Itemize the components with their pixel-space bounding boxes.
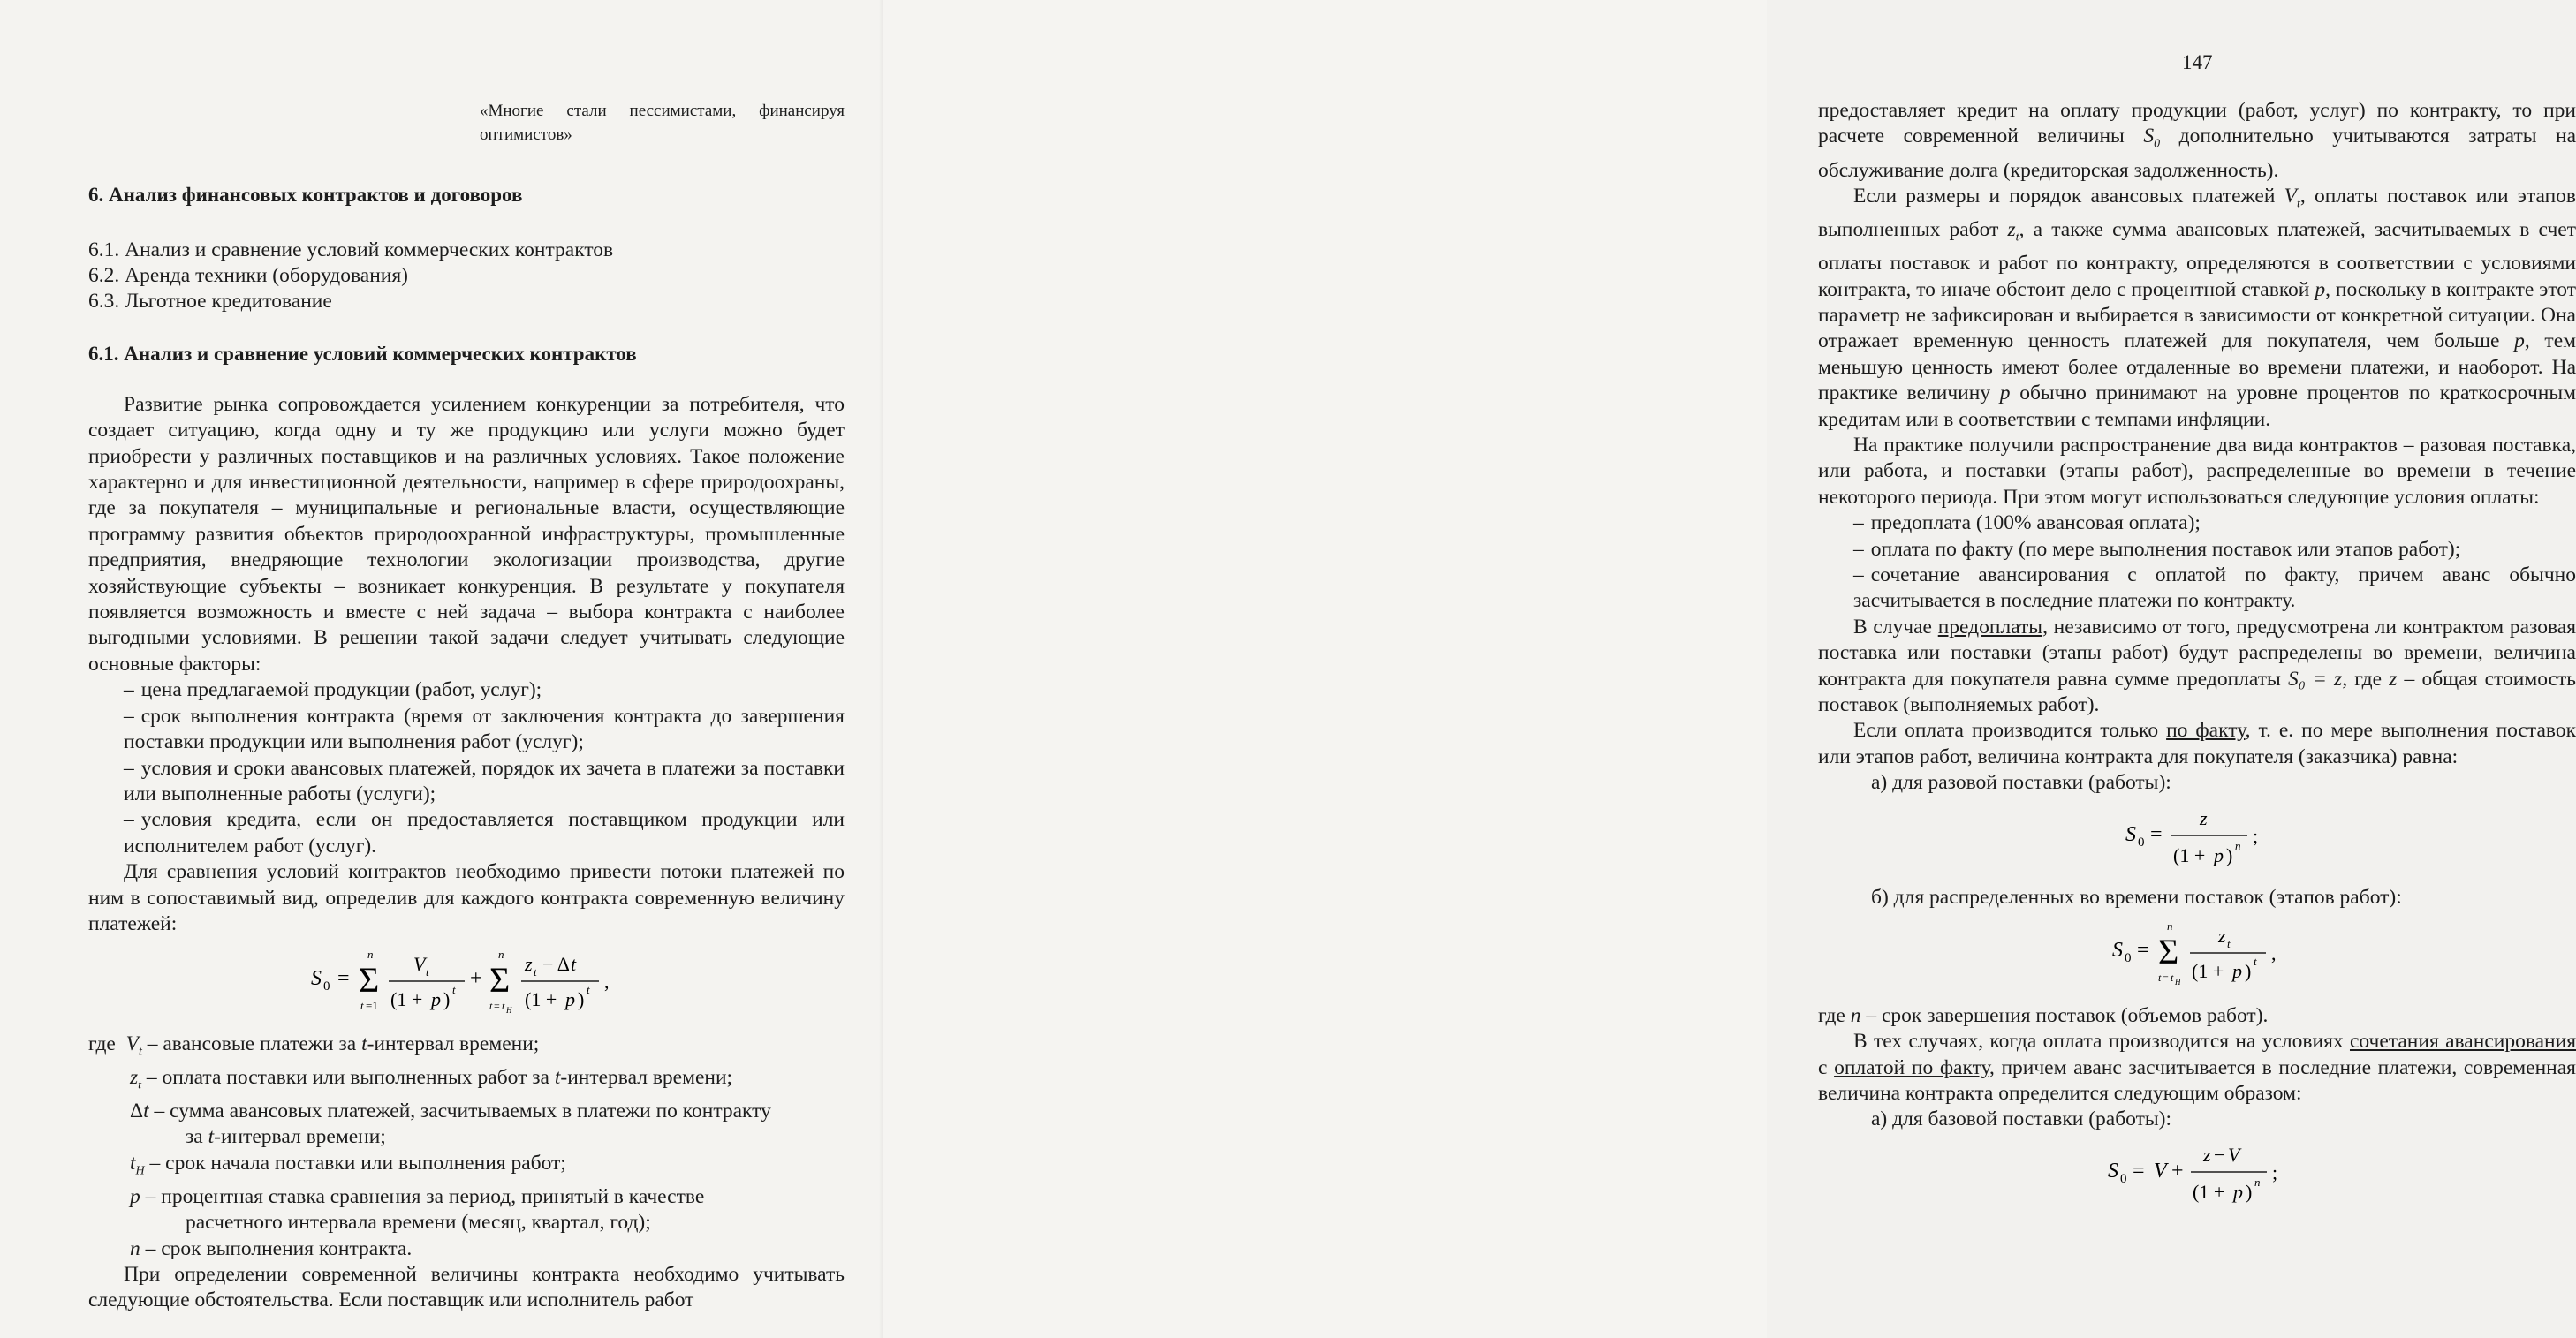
svg-text:Σ: Σ <box>489 960 511 1001</box>
svg-text:n: n <box>2235 838 2241 852</box>
epigraph: «Многие стали пессимистами, финансируя оптимистов» <box>480 102 845 144</box>
definition-p-continued: расчетного интервала времени (месяц, квартал, год); <box>186 1211 651 1235</box>
svg-text:): ) <box>578 988 585 1011</box>
svg-text:,: , <box>604 971 610 994</box>
definition-zt: $z_t$ – оплата поставки или выполненных работ за t-интервал времени; <box>130 1065 733 1092</box>
table-of-contents <box>88 238 845 314</box>
svg-text:z: z <box>2218 925 2226 948</box>
case-label: а) для разовой поставки (работы): <box>1871 771 2171 795</box>
svg-text:=: = <box>2150 822 2163 846</box>
svg-text:(1 +: (1 + <box>525 988 557 1011</box>
list-item: – сочетание авансирования с оплатой по факту, причем аванс обычно засчитывается в последние платежи по контракту. <box>1853 563 2576 613</box>
definition-n: n – срок выполнения контракта. <box>130 1236 413 1260</box>
svg-text:t: t <box>489 1000 493 1013</box>
left-column <box>88 99 845 1314</box>
definition-delta-t: Δt – сумма авансовых платежей, засчитываемых в платежи по контракту <box>130 1099 771 1123</box>
svg-text:H: H <box>506 1006 512 1016</box>
definition-vt: где $V_t$ – авансовые платежи за t-интервал времени; <box>88 1032 540 1059</box>
svg-text:H: H <box>2175 978 2181 987</box>
chapter-title: 6. Анализ финансовых контрактов и договоров <box>88 184 523 206</box>
svg-text:(1 +: (1 + <box>2192 960 2224 983</box>
svg-text:V: V <box>2154 1159 2167 1183</box>
svg-text:;: ; <box>2253 824 2259 847</box>
definition-delta-t-continued: за t-интервал времени; <box>186 1125 386 1149</box>
svg-text:S: S <box>2125 822 2136 846</box>
toc-item: 6.2. Аренда техники (оборудования) <box>88 264 408 288</box>
formula-distributed-delivery <box>1818 916 2576 997</box>
svg-text:=: = <box>337 967 350 991</box>
svg-text:t: t <box>571 953 577 976</box>
paragraph: В тех случаях, когда оплата производится на условиях сочетания авансирования с оплатой по факту, причем аванс засчитывается в последние платежи, современная величина контракта определится следующим образом: <box>1818 1030 2576 1106</box>
svg-text:p: p <box>2233 1180 2243 1203</box>
svg-text:z: z <box>2203 1143 2211 1166</box>
svg-text:p: p <box>2214 843 2224 866</box>
paragraph: Развитие рынка сопровождается усилением конкуренции за потребителя, что создает ситуацию, когда одну и ту же продукцию или услуги можно будет приобрести у различных поставщиков и на различных условиях. Такое положение характерно и для инвестиционной деятельности, например в сфере природоохраны, где за покупателя – муниципальные и региональные власти, осуществляющие программу развития объектов природоохранной инфраструктуры, промышленные предприятия, внедряющие технологии экологизации производства, другие хозяйствующие субъекты – возникает конкуренция. В результате у покупателя появляется возможность и вместе с ней задача – выбора контракта с наиболее выгодными условиями. В решении такой задачи следует учитывать следующие основные факторы: <box>88 392 845 676</box>
svg-text:): ) <box>2246 1180 2253 1203</box>
svg-text:t: t <box>2254 955 2257 969</box>
svg-text:S: S <box>2112 939 2123 963</box>
svg-text:): ) <box>2226 843 2233 866</box>
svg-text:0: 0 <box>323 979 330 994</box>
paragraph: При определении современной величины контракта необходимо учитывать следующие обстоятельства. Если поставщик или исполнитель работ <box>88 1263 845 1312</box>
svg-text:t: t <box>360 999 364 1013</box>
svg-text:=1: =1 <box>366 999 378 1013</box>
paragraph: Для сравнения условий контрактов необходимо привести потоки платежей по ним в сопоставимый вид, определив для каждого контракта современную величину платежей: <box>88 860 845 935</box>
svg-text:t: t <box>452 983 456 997</box>
definition-n: где n – срок завершения поставок (объемов работ). <box>1818 1003 2269 1027</box>
svg-text:− Δ: − Δ <box>542 953 570 976</box>
paragraph: Если оплата производится только по факту, т. е. по мере выполнения поставок или этапов работ, величина контракта для покупателя (заказчика) равна: <box>1818 719 2576 768</box>
svg-text:n: n <box>498 948 504 962</box>
svg-text:p: p <box>431 988 441 1011</box>
svg-text:(1 +: (1 + <box>2193 1180 2225 1203</box>
list-item: – условия кредита, если он предоставляется поставщиком продукции или исполнителем работ (услуг). <box>124 808 845 858</box>
svg-text:+: + <box>2171 1159 2184 1183</box>
right-page <box>883 0 2576 1338</box>
svg-text:,: , <box>2271 942 2277 965</box>
svg-text:=: = <box>2163 971 2169 985</box>
paragraph: предоставляет кредит на оплату продукции (работ, услуг) по контракту, то при расчете современной величины $S_0$ дополнительно учитываются затраты на обслуживание долга (кредиторская задолженность). <box>1818 99 2576 182</box>
svg-text:Σ: Σ <box>359 960 380 1001</box>
definition-p: p – процентная ставка сравнения за период, принятый в качестве <box>130 1184 705 1208</box>
formula-combined-advance <box>1818 1138 2576 1216</box>
svg-text:t: t <box>2158 971 2162 985</box>
svg-text:t: t <box>502 1000 505 1013</box>
svg-text:p: p <box>565 988 575 1011</box>
section-title: 6.1. Анализ и сравнение условий коммерческих контрактов <box>88 343 637 366</box>
svg-text:p: p <box>2232 960 2242 983</box>
formula-present-value <box>88 942 845 1025</box>
formula-single-delivery <box>1818 802 2576 880</box>
list-item: – срок выполнения контракта (время от заключения контракта до завершения поставки продукции или выполнения работ (услуг); <box>124 704 845 754</box>
svg-text:;: ; <box>2272 1160 2278 1183</box>
svg-text:(1 +: (1 + <box>2173 843 2206 866</box>
svg-text:t: t <box>426 965 429 979</box>
svg-text:−: − <box>2214 1143 2225 1166</box>
list-item: – оплата по факту (по мере выполнения поставок или этапов работ); <box>1853 537 2461 561</box>
page-number: 147 <box>2182 51 2213 73</box>
toc-item: 6.1. Анализ и сравнение условий коммерческих контрактов <box>88 238 614 262</box>
paragraph: На практике получили распространение два вида контрактов – разовая поставка, или работа, и поставки (этапы работ), распределенные во времени в течение некоторого периода. При этом могут использоваться следующие условия оплаты: <box>1818 433 2576 509</box>
svg-text:0: 0 <box>2138 835 2145 850</box>
svg-text:t: t <box>587 983 590 997</box>
svg-text:0: 0 <box>2120 1171 2127 1186</box>
svg-text:0: 0 <box>2125 951 2132 966</box>
case-label: б) для распределенных во времени поставок (этапов работ): <box>1871 886 2402 910</box>
svg-text:Σ: Σ <box>2158 932 2179 972</box>
svg-text:=: = <box>2133 1159 2145 1183</box>
svg-text:(1 +: (1 + <box>390 988 423 1011</box>
svg-text:z: z <box>2200 806 2208 829</box>
svg-text:t: t <box>2227 937 2231 951</box>
svg-text:): ) <box>443 988 451 1011</box>
svg-text:=: = <box>494 1000 500 1013</box>
svg-text:z: z <box>525 953 533 976</box>
left-page <box>0 0 883 1338</box>
list-item: – предоплата (100% авансовая оплата); <box>1853 511 2201 535</box>
svg-text:S: S <box>2108 1159 2118 1183</box>
svg-text:n: n <box>2254 1175 2261 1189</box>
svg-text:): ) <box>2245 960 2252 983</box>
list-item: – условия и сроки авансовых платежей, порядок их зачета в платежи за поставки или выполненные работы (услуги); <box>124 756 845 805</box>
svg-text:V: V <box>413 953 426 976</box>
list-item: – цена предлагаемой продукции (работ, услуг); <box>124 678 542 702</box>
paragraph: Если размеры и порядок авансовых платежей $V_t$, оплаты поставок или этапов выполненных работ $z_t$, а также сумма авансовых платежей, засчитываемых в счет оплаты поставок и работ по контракту, определяются в соответствии с условиями контракта, то иначе обстоит дело с процентной ставкой p, поскольку в контракте этот параметр не зафиксирован и выбирается в зависимости от конкретной ситуации. Она отражает временную ценность платежей для покупателя, чем больше p, тем меньшую ценность имеют более отдаленные во времени платежи, и наоборот. На практике величину p обычно принимают на уровне процентов по краткосрочным кредитам или в соответствии с темпами инфляции. <box>1818 184 2576 431</box>
svg-text:S: S <box>311 967 322 991</box>
svg-text:t: t <box>534 965 537 979</box>
paragraph: В случае предоплаты, независимо от того, предусмотрена ли контрактом разовая поставка или поставки (этапы работ) будут распределены во времени, величина контракта для покупателя равна сумме предоплаты S₀ = z, где z – общая стоимость поставок (выполняемых работ). <box>1818 615 2576 716</box>
case-label: а) для базовой поставки (работы): <box>1871 1107 2172 1131</box>
svg-text:n: n <box>367 948 374 962</box>
svg-text:=: = <box>2137 939 2149 963</box>
right-column <box>1818 98 2576 1221</box>
svg-text:n: n <box>2167 919 2173 934</box>
toc-item: 6.3. Льготное кредитование <box>88 290 332 314</box>
svg-text:+: + <box>470 967 482 991</box>
svg-text:V: V <box>2228 1143 2240 1166</box>
svg-text:t: t <box>2171 971 2174 985</box>
definition-th: $t_H$ – срок начала поставки или выполнения работ; <box>130 1151 566 1178</box>
